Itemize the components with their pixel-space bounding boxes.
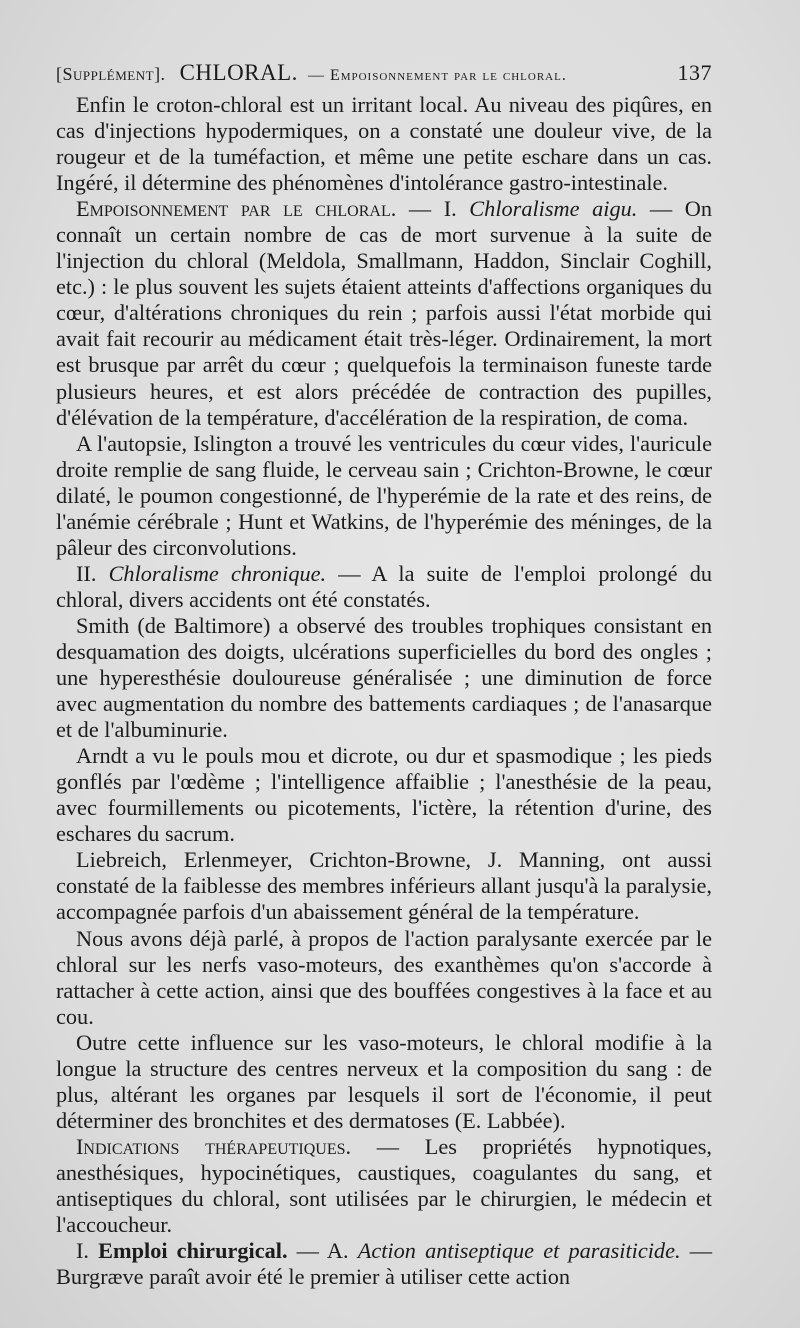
- paragraph-acute-chloralism: [56, 196, 712, 430]
- paragraph-surgical-use: [56, 1238, 712, 1290]
- paragraph-text: — Burgræve paraît avoir été le premier à utiliser cette action: [56, 1238, 712, 1290]
- subsection-heading: Emploi chirurgical.: [98, 1238, 288, 1264]
- section-heading: Indications thérapeutiques.: [76, 1133, 352, 1159]
- paragraph: Smith (de Baltimore) a observé des troubles trophiques consistant en desquamation des doigts, ulcérations superficielles du bord des ongles ; une hyperesthésie douloureuse généralisée ; une diminution de force avec augmentation du nombre des battements cardiaques ; de l'anasarque et de l'albuminurie.: [56, 612, 712, 743]
- subsection-heading: Action antiseptique et parasiticide.: [357, 1238, 681, 1264]
- paragraph: A l'autopsie, Islington a trouvé les ventricules du cœur vides, l'auricule droite remplie de sang fluide, le cerveau sain ; Crichton-Browne, le cœur dilaté, le poumon congestionné, de l'hyperémie de la rate et des reins, de l'anémie cérébrale ; Hunt et Watkins, de l'hyperémie des méninges, de la pâleur des circonvolutions.: [56, 430, 712, 560]
- paragraph: Liebreich, Erlenmeyer, Crichton-Browne, J. Manning, ont aussi constaté de la faiblesse des membres inférieurs allant jusqu'à la paralysie, accompagnée parfois d'un abaissement général de la température.: [56, 847, 712, 925]
- paragraph: Nous avons déjà parlé, à propos de l'action paralysante exercée par le chloral sur les nerfs vaso-moteurs, des exanthèmes qu'on s'accorde à rattacher à cette action, ainsi que des bouffées congestives à la face et au cou.: [56, 925, 712, 1029]
- paragraph-text: — Les propriétés hypnotiques, anesthésiques, hypocinétiques, caustiques, coagulantes du sang, et antiseptiques du chloral, sont utilisées par le chirurgien, le médecin et l'accoucheur.: [56, 1133, 712, 1238]
- paragraph-indications: [56, 1134, 712, 1238]
- section-heading: Empoisonnement par le chloral.: [76, 196, 397, 222]
- paragraph-text: — A.: [287, 1238, 358, 1264]
- paragraph-text: I.: [76, 1238, 99, 1264]
- header-section: [Supplément].: [56, 64, 166, 84]
- paragraph: Arndt a vu le pouls mou et dicrote, ou dur et spasmodique ; les pieds gonflés par l'œdème ; l'intelligence affaiblie ; l'anesthésie de la peau, avec fourmillements ou picotements, l'ictère, la rétention d'urine, des eschares du sacrum.: [56, 743, 712, 847]
- page-number: 137: [677, 60, 712, 85]
- paragraph-text: — On connaît un certain nombre de cas de mort survenue à la suite de l'injection du chloral (Meldola, Smallmann, Haddon, Sinclair Coghill, etc.) : le plus souvent les sujets étaient atteints d'affections organiques du cœur, d'altérations chroniques du rein ; parfois aussi l'état morbide qui avait fait recourir au médicament était très-léger. Ordinairement, la mort est brusque par arrêt du cœur ; quelquefois la terminaison funeste tarde plusieurs heures, et est alors précédée de contraction des pupilles, d'élévation de la température, d'accélération de la respiration, de coma.: [56, 196, 712, 430]
- page-body: [56, 92, 712, 1290]
- subsection-heading: Chloralisme chronique.: [108, 560, 327, 586]
- subsection-heading: Chloralisme aigu.: [469, 196, 638, 222]
- running-header: [56, 60, 712, 86]
- header-title: CHLORAL.: [179, 60, 298, 85]
- paragraph: Outre cette influence sur les vaso-moteurs, le chloral modifie à la longue la structure des centres nerveux et la composition du sang : de plus, altérant les organes par lesquels il sort de l'économie, il peut déterminer des bronchites et des dermatoses (E. Labbée).: [56, 1029, 712, 1133]
- header-subtitle: — Empoisonnement par le chloral.: [307, 67, 567, 84]
- paragraph: Enfin le croton-chloral est un irritant local. Au niveau des piqûres, en cas d'injections hypodermiques, on a constaté une douleur vive, de la rougeur et de la tuméfaction, et même une petite eschare dans un cas. Ingéré, il détermine des phénomènes d'intolérance gastro-intestinale.: [56, 92, 712, 196]
- paragraph-text: — A la suite de l'emploi prolongé du chloral, divers accidents ont été constatés.: [56, 560, 713, 612]
- paragraph-chronic-chloralism: [56, 561, 712, 613]
- paragraph-text: II.: [76, 560, 109, 586]
- paragraph-text: — I.: [396, 196, 470, 222]
